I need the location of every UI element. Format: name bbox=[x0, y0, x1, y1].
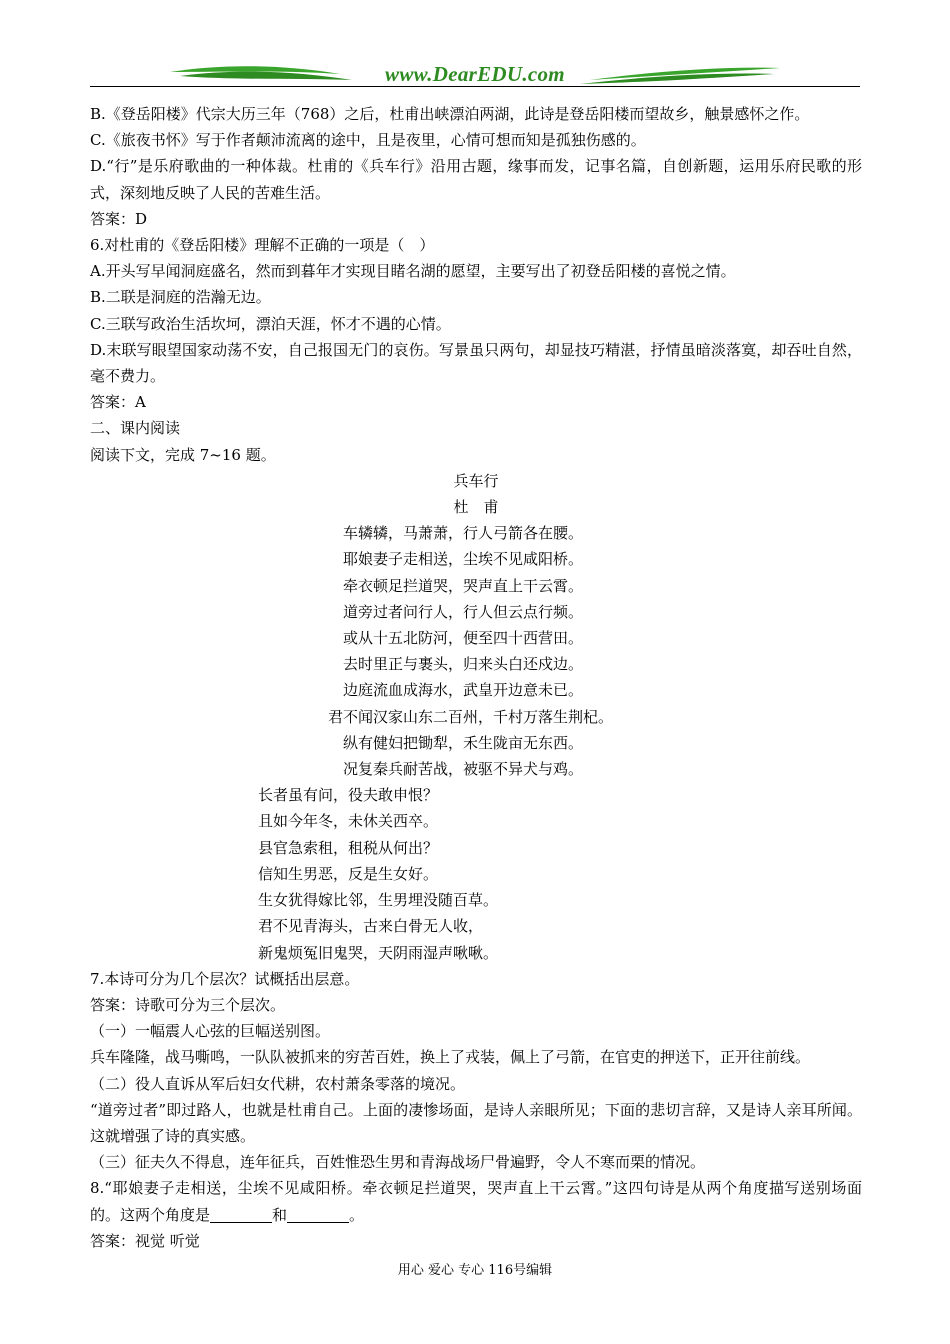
poem-title: 兵车行 bbox=[453, 471, 499, 490]
question-6: 6.对杜甫的《登岳阳楼》理解不正确的一项是（ ） bbox=[90, 236, 435, 255]
poem-line: 县官急索租，租税从何出？ bbox=[258, 838, 439, 857]
answer-blank-1[interactable] bbox=[210, 1205, 272, 1223]
poem-line: 耶娘妻子走相送，尘埃不见咸阳桥。 bbox=[343, 550, 584, 569]
poem-line: 去时里正与裹头，归来头白还戍边。 bbox=[343, 655, 584, 674]
poem-line: 边庭流血成海水，武皇开边意未已。 bbox=[343, 681, 584, 700]
option-b5: B.《登岳阳楼》代宗大历三年（768）之后，杜甫出峡漂泊两湖，此诗是登岳阳楼而望故乡，触景感怀之作。 bbox=[90, 105, 810, 123]
poem-line: 且如今年冬，未休关西卒。 bbox=[258, 812, 439, 831]
option-c6: C.三联写政治生活坎坷，漂泊天涯，怀才不遇的心情。 bbox=[90, 314, 451, 333]
question-7: 7.本诗可分为几个层次？试概括出层意。 bbox=[90, 969, 360, 988]
layer-3-title: （三）征夫久不得息，连年征兵，百姓惟恐生男和青海战场尸骨遍野，令人不寒而栗的情况。 bbox=[90, 1153, 706, 1172]
poem-line: 长者虽有问，役夫敢申恨？ bbox=[258, 786, 439, 805]
option-c5: C.《旅夜书怀》写于作者颠沛流离的途中，且是夜里，心情可想而知是孤独伤感的。 bbox=[90, 131, 646, 150]
layer-2-text: “道旁过者”即过路人，也就是杜甫自己。上面的凄惨场面，是诗人亲眼所见；下面的悲切言辞，又是诗人亲耳所闻。这就增强了诗的真实感。 bbox=[90, 1100, 862, 1145]
poem-author: 杜 甫 bbox=[453, 498, 499, 517]
header-rule bbox=[90, 86, 860, 87]
layer-1-text: 兵车隆隆，战马嘶鸣，一队队被抓来的穷苦百姓，换上了戎装，佩上了弓箭，在官吏的押送下，正开往前线。 bbox=[90, 1048, 811, 1067]
layer-2-title: （二）役人直诉从军后妇女代耕，农村萧条零落的境况。 bbox=[90, 1074, 466, 1093]
question-8-end: 。 bbox=[349, 1205, 365, 1224]
option-b6: B.二联是洞庭的浩瀚无边。 bbox=[90, 288, 271, 307]
answer-8: 答案：视觉 听觉 bbox=[90, 1231, 200, 1250]
poem-line: 道旁过者问行人，行人但云点行频。 bbox=[343, 602, 584, 621]
poem-line: 车辚辚，马萧萧，行人弓箭各在腰。 bbox=[343, 524, 584, 543]
poem-line: 君不见青海头，古来白骨无人收， bbox=[258, 917, 484, 936]
option-a6: A.开头写早闻洞庭盛名，然而到暮年才实现目睹名湖的愿望，主要写出了初登岳阳楼的喜悦之情。 bbox=[90, 262, 736, 281]
answer-7: 答案：诗歌可分为三个层次。 bbox=[90, 995, 286, 1014]
page-footer: 用心 爱心 专心 116号编辑 bbox=[397, 1263, 553, 1278]
poem-line: 君不闻汉家山东二百州，千村万落生荆杞。 bbox=[328, 707, 614, 726]
poem-line: 生女犹得嫁比邻，生男埋没随百草。 bbox=[258, 891, 499, 910]
layer-1-title: （一）一幅震人心弦的巨幅送别图。 bbox=[90, 1022, 331, 1041]
poem-line: 牵衣顿足拦道哭，哭声直上干云霄。 bbox=[343, 576, 584, 595]
poem-line: 信知生男恶，反是生女好。 bbox=[258, 864, 439, 883]
answer-blank-2[interactable] bbox=[287, 1205, 349, 1223]
answer-5: 答案：D bbox=[90, 209, 148, 228]
site-url: www.DearEDU.com bbox=[385, 62, 565, 86]
poem-line: 新鬼烦冤旧鬼哭，天阴雨湿声啾啾。 bbox=[258, 943, 499, 962]
option-d6: D.末联写眼望国家动荡不安，自己报国无门的哀伤。写景虽只两句，却显技巧精湛，抒情虽暗淡落寞，却吞吐自然，毫不费力。 bbox=[90, 340, 862, 386]
instruction: 阅读下文，完成 7~16 题。 bbox=[90, 445, 276, 464]
question-8 bbox=[90, 1175, 862, 1227]
option-d5: D.“行”是乐府歌曲的一种体裁。杜甫的《兵车行》沿用古题，缘事而发，记事名篇，自创新题，运用乐府民歌的形式，深刻地反映了人民的苦难生活。 bbox=[90, 157, 862, 202]
answer-6: 答案：A bbox=[90, 393, 146, 412]
section-heading: 二、课内阅读 bbox=[90, 419, 181, 438]
document-body bbox=[90, 101, 870, 1254]
poem-line: 或从十五北防河，便至四十西营田。 bbox=[343, 629, 584, 648]
question-8-and: 和 bbox=[272, 1205, 288, 1224]
poem-line: 况复秦兵耐苦战，被驱不异犬与鸡。 bbox=[343, 760, 584, 779]
poem-line: 纵有健妇把锄犁，禾生陇亩无东西。 bbox=[343, 733, 584, 752]
question-8-text: 8.“耶娘妻子走相送，尘埃不见咸阳桥。牵衣顿足拦道哭，哭声直上干云霄。”这四句诗是从两个角度描写送别场面的。这两个角度是 bbox=[90, 1179, 862, 1224]
